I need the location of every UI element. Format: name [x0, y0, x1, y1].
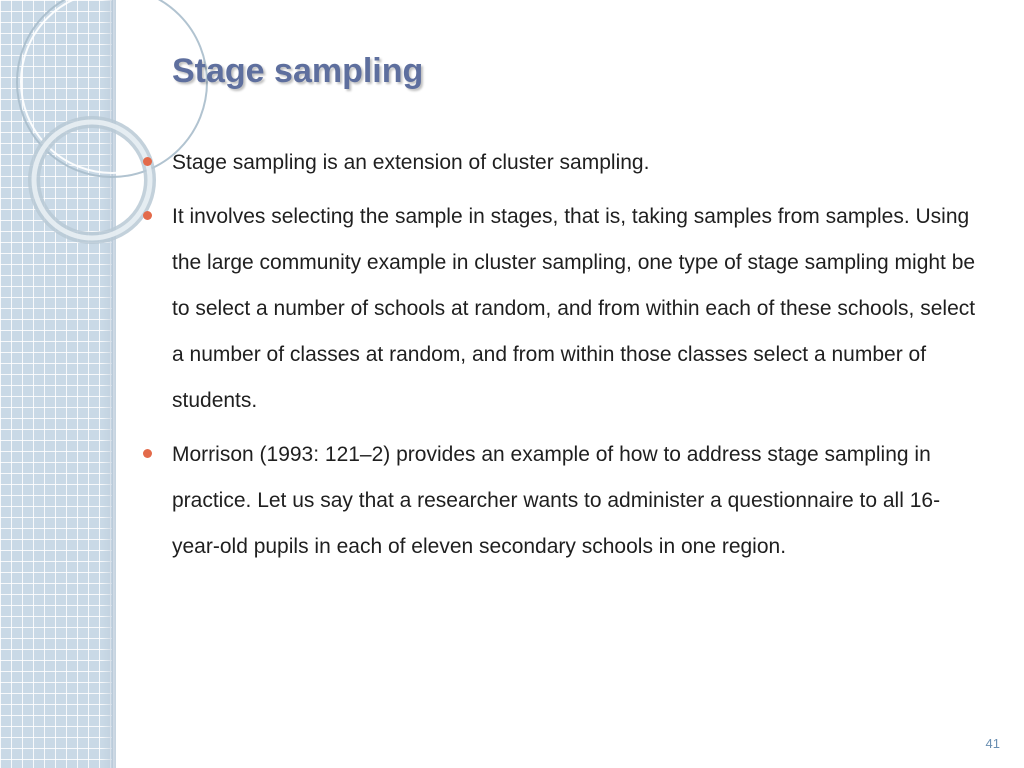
page-number: 41 — [985, 736, 1000, 751]
bullet-list — [172, 140, 987, 578]
bullet-item — [172, 140, 987, 186]
bullet-text: It involves selecting the sample in stages, that is, taking samples from samples. Using the large community example in cluster sampling, one type of stage sampling might be to select a number of schools at random, and from within each of these schools, select a number of classes at random, and from within those classes select a number of students. — [172, 205, 976, 412]
bullet-dot-icon — [143, 449, 152, 458]
bullet-item — [172, 194, 987, 424]
bullet-dot-icon — [143, 211, 152, 220]
bullet-item — [172, 432, 987, 570]
bullet-text: Stage sampling is an extension of cluster sampling. — [172, 151, 650, 174]
slide-title: Stage sampling — [172, 52, 424, 90]
bullet-text: Morrison (1993: 121–2) provides an example of how to address stage sampling in practice. Let us say that a researcher wants to administer a questionnaire to all 16-year-old pupils in each of eleven secondary schools in one region. — [172, 443, 941, 558]
bullet-dot-icon — [143, 157, 152, 166]
